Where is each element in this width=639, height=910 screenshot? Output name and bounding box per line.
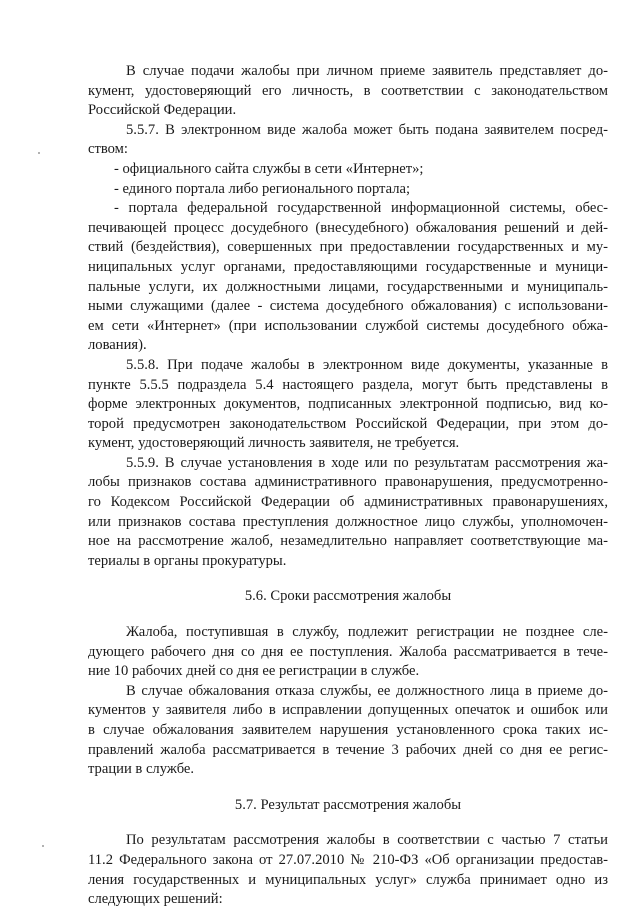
scan-speck [38,152,40,154]
text-line: ниципальных услуг органами, предоставляющими государственные и муници- [88,258,608,275]
text-line: дующего рабочего дня со дня ее поступления. Жалоба рассматривается в тече- [88,643,608,660]
text-line: - официального сайта службы в сети «Интернет»; [114,160,424,177]
text-line: пункте 5.5.5 подраздела 5.4 настоящего раздела, могут быть представлены в [88,376,608,393]
text-line: лобы признаков состава административного правонарушения, предусмотренно- [88,474,608,491]
text-line: го Кодексом Российской Федерации об административных правонарушениях, [88,494,608,511]
scan-speck [42,845,44,847]
text-line: лования). [88,337,147,354]
text-line: печивающей процесс досудебного (внесудебного) обжалования решений и дей- [88,219,608,236]
text-line: кументов у заявителя либо в исправлении допущенных опечаток и ошибок или [88,702,608,719]
text-line: кумент, удостоверяющий личность заявителя, не требуется. [88,435,460,452]
text-line: ления государственных и муниципальных услуг» служба принимает одно из [88,871,608,888]
text-line: 5.5.9. В случае установления в ходе или по результатам рассмотрения жа- [126,454,608,471]
text-line: Российской Федерации. [88,102,237,119]
section-heading-5-6: 5.6. Сроки рассмотрения жалобы [244,588,452,605]
text-line: В случае обжалования отказа службы, ее должностного лица в приеме до- [126,682,608,699]
text-line: правлений жалоба рассматривается в течение 3 рабочих дней со дня ее регис- [88,741,608,758]
text-line: трации в службе. [88,761,195,778]
text-line: По результатам рассмотрения жалобы в соответствии с частью 7 статьи [126,832,608,849]
text-line: ствий (бездействия), совершенных при предоставлении государственных и му- [88,239,608,256]
text-line: в случае обжалования заявителем нарушения установленного срока таких ис- [88,722,608,738]
text-line: - единого портала либо регионального портала; [114,180,411,197]
text-line: териалы в органы прокуратуры. [88,552,287,569]
text-line: следующих решений: [88,891,223,908]
text-line: ем сети «Интернет» (при использовании службой системы досудебного обжа- [88,317,608,334]
text-line: В случае подачи жалобы при личном приеме заявитель представляет до- [126,63,608,79]
text-line: ством: [88,141,128,158]
text-line: ными служащими (далее - система досудебного обжалования) с использовани- [88,298,608,315]
text-line: 5.5.8. При подаче жалобы в электронном виде документы, указанные в [126,356,608,373]
text-line: пальные услуги, их должностными лицами, государственными и муниципаль- [88,278,608,295]
text-line: или признаков состава преступления должностное лицо службы, уполномочен- [88,513,608,530]
text-line: кумент, удостоверяющий его личность, в соответствии с законодательством [88,82,608,99]
text-line: торой предусмотрен законодательством Российской Федерации, при этом до- [88,415,608,432]
text-line: 5.5.7. В электронном виде жалоба может быть подана заявителем посред- [126,121,608,138]
text-line: ние 10 рабочих дней со дня ее регистрации в службе. [88,663,420,680]
text-line: Жалоба, поступившая в службу, подлежит регистрации не позднее сле- [126,624,608,641]
text-line: форме электронных документов, подписанных электронной подписью, вид ко- [88,396,608,413]
text-line: ное на рассмотрение жалоб, незамедлительно направляет соответствующие ма- [88,533,608,550]
document-page [88,62,608,910]
section-heading-5-7: 5.7. Результат рассмотрения жалобы [234,796,462,813]
text-line: 11.2 Федерального закона от 27.07.2010 № 210-ФЗ «Об организации предостав- [88,851,608,868]
text-line: - портала федеральной государственной информационной системы, обес- [114,200,608,217]
